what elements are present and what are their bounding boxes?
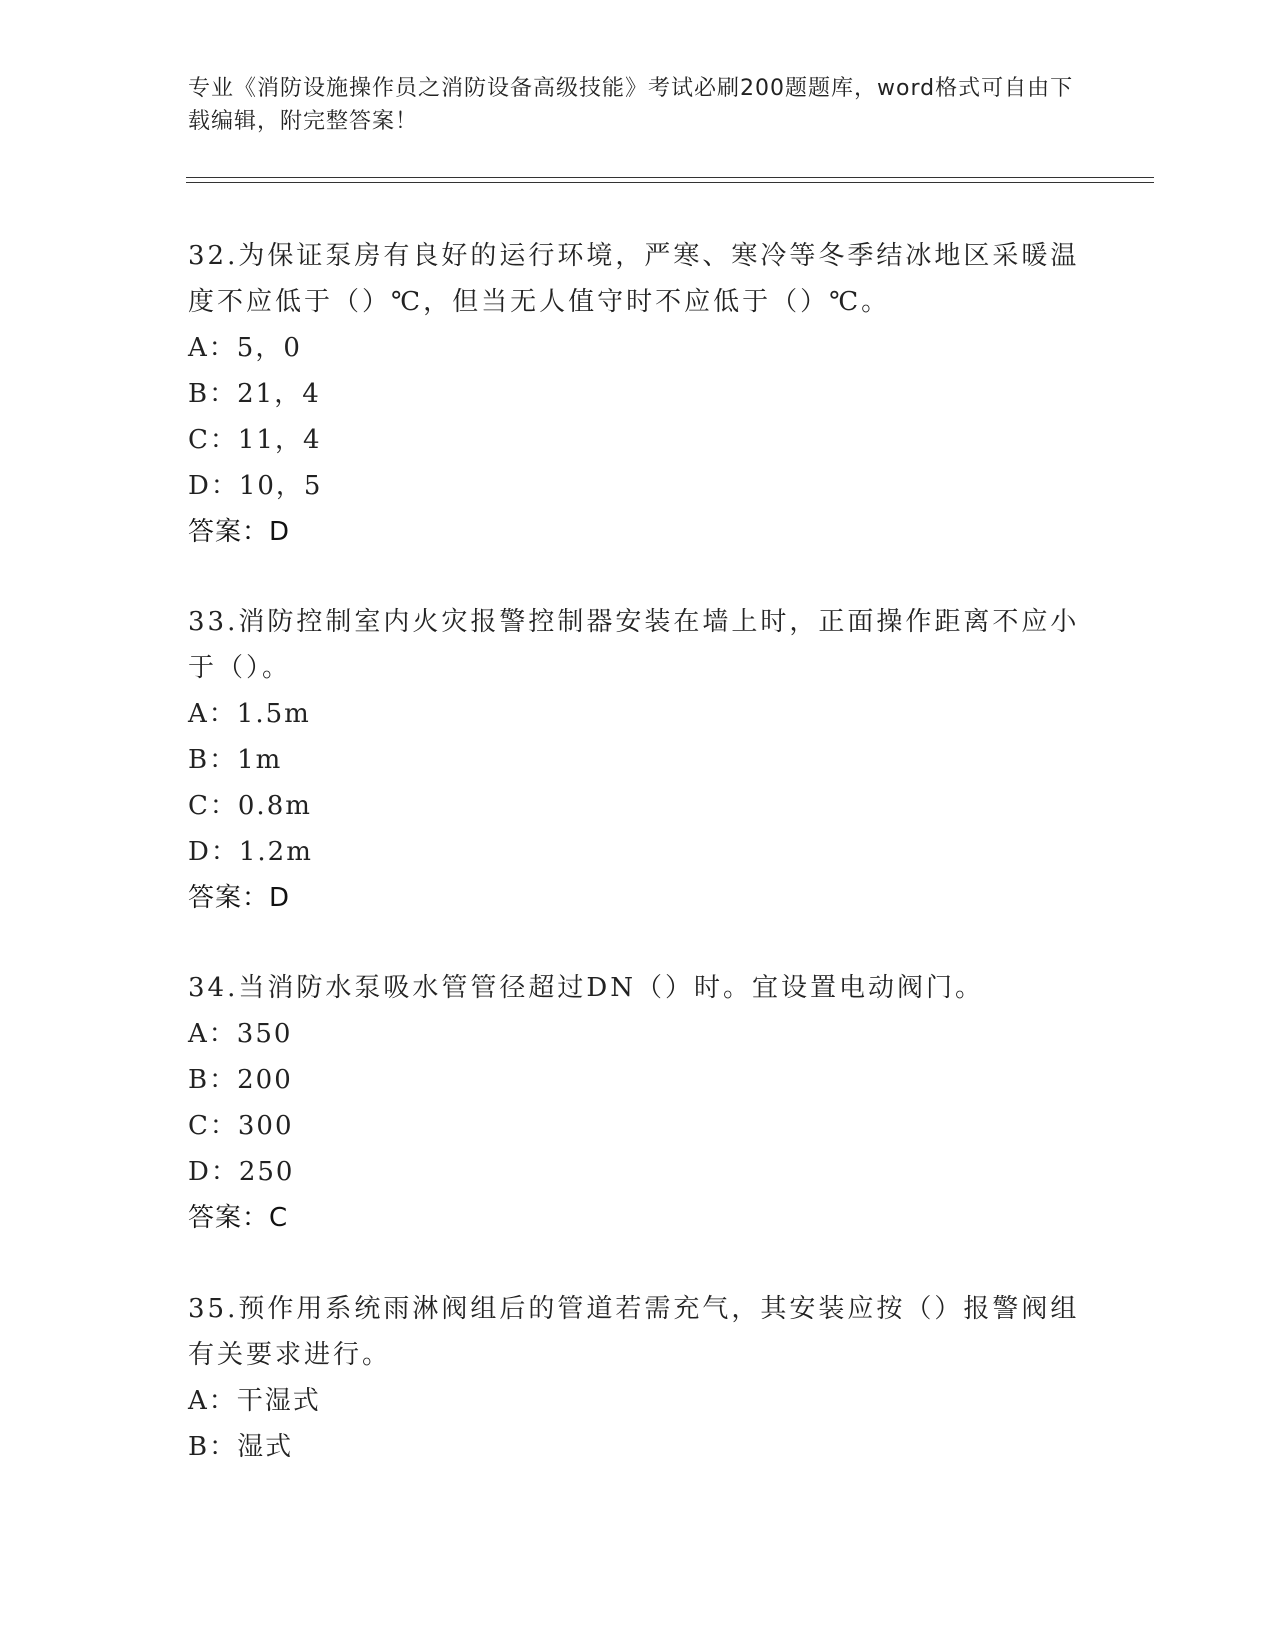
answer: 答案：D	[188, 517, 291, 547]
header-rule-bottom	[186, 182, 1154, 183]
answer: 答案：C	[188, 1203, 289, 1233]
question-33	[188, 599, 1088, 921]
option-a: A：350	[188, 1019, 293, 1049]
option-d: D：1.2m	[188, 837, 313, 867]
header-rule-top	[186, 177, 1154, 178]
option-a: A：1.5m	[188, 699, 311, 729]
option-b: B：湿式	[188, 1432, 294, 1462]
question-32	[188, 233, 1088, 555]
question-stem: 32.为保证泵房有良好的运行环境，严寒、寒冷等冬季结冰地区采暖温度不应低于（）℃，但当无人值守时不应低于（）℃。	[188, 241, 1080, 317]
option-b: B：1m	[188, 745, 283, 775]
answer: 答案：D	[188, 883, 291, 913]
document-header: 专业《消防设施操作员之消防设备高级技能》考试必刷200题题库，word格式可自由下载编辑，附完整答案！	[188, 76, 1074, 134]
question-35	[188, 1286, 1088, 1470]
question-stem: 33.消防控制室内火灾报警控制器安装在墙上时，正面操作距离不应小于（）。	[188, 607, 1080, 683]
option-a: A：干湿式	[188, 1386, 321, 1416]
question-stem: 35.预作用系统雨淋阀组后的管道若需充气，其安装应按（）报警阀组有关要求进行。	[188, 1294, 1080, 1370]
question-stem: 34.当消防水泵吸水管管径超过DN（）时。宜设置电动阀门。	[188, 973, 984, 1003]
option-c: C：11，4	[188, 425, 322, 455]
option-a: A：5，0	[188, 333, 302, 363]
option-c: C：0.8m	[188, 791, 312, 821]
option-b: B：21，4	[188, 379, 321, 409]
option-c: C：300	[188, 1111, 294, 1141]
question-34	[188, 965, 1088, 1241]
option-d: D：10，5	[188, 471, 323, 501]
option-d: D：250	[188, 1157, 295, 1187]
option-b: B：200	[188, 1065, 293, 1095]
